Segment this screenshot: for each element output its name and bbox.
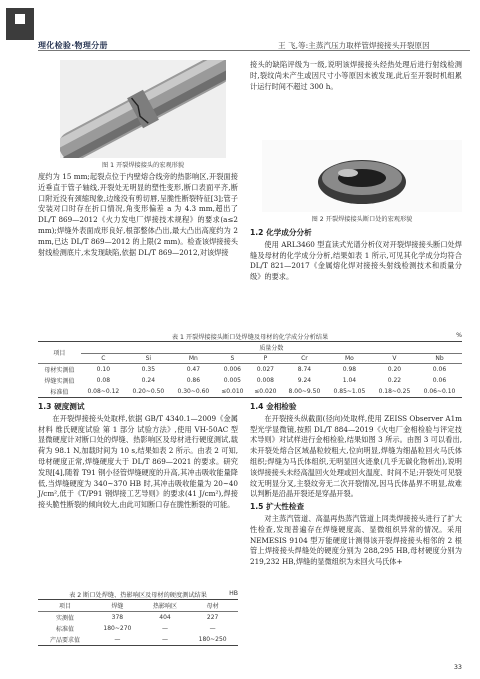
- table-cell: 0.86: [186, 377, 201, 384]
- figure-1-image: [60, 60, 226, 158]
- section-heading: 1.2 化学成分分析: [250, 228, 312, 237]
- table-cell: 0.008: [256, 377, 274, 384]
- column-header: 焊缝: [111, 603, 124, 610]
- table-cell: 180~250: [198, 636, 227, 643]
- table-cell: 0.06: [432, 377, 447, 384]
- table-row: [38, 623, 238, 634]
- journal-logo-icon: [6, 8, 34, 40]
- column-header: Nb: [435, 355, 444, 362]
- header-rule: [38, 50, 470, 51]
- table-1-caption: [38, 332, 462, 341]
- row-label: 标准值: [50, 389, 69, 396]
- table-row: [38, 375, 462, 386]
- table-2: [38, 590, 238, 646]
- table-1-grid: [38, 341, 462, 398]
- table-cell: 8.74: [297, 366, 312, 373]
- section-1-3: [38, 400, 238, 511]
- table-cell: 0.20: [387, 366, 402, 373]
- table-1-unit: %: [456, 332, 462, 339]
- row-label: 母材实测值: [44, 367, 75, 374]
- cracked-pipe-photo: [60, 60, 226, 158]
- table-cell: 0.08: [96, 377, 111, 384]
- table-cell: 0.18~0.25: [378, 388, 411, 395]
- column-header: C: [101, 355, 106, 362]
- fracture-surface-photo: [262, 140, 462, 212]
- paragraph: 度约为 15 mm;起裂点位于内壁熔合线旁的热影响区,开裂面接近垂直于管子轴线,开裂处无明显的塑性变形,断口表面平齐,断口附近没有颈缩现象,边缘没有剪切唇,呈脆性断裂特征[3];管子安装对口时存在折口情况,角变形偏差 a 为 4.3 mm,超出了 DL/T 869—2012《火力发电厂焊接技术规程》的要求(a≤2 mm);焊缝外表面成形良好,根部整体凸出,最大凸出高度约为 2 mm,已达 DL/T 869—2012 的上限(2 mm)。检查该焊接接头射线检测底片,未发现缺陷,依据 DL/T 869—2012,对该焊接: [38, 172, 238, 257]
- table-cell: 实测值: [56, 615, 75, 622]
- table-1-title: 表 1 开裂焊接接头断口处焊缝及母材的化学成分分析结果: [171, 334, 329, 341]
- right-column-top: [250, 60, 462, 92]
- right-column-bottom: [250, 400, 462, 568]
- page-number: 33: [453, 663, 462, 671]
- table-cell: 0.08~0.12: [87, 388, 120, 395]
- column-header: Mn: [188, 355, 198, 362]
- table-1-row-header: 项目: [53, 350, 66, 357]
- table-1-group-header: 质量分数: [81, 342, 462, 354]
- page-header: [0, 0, 480, 48]
- paragraph: 接头的缺陷评级为一级,说明该焊接接头经热处理后进行射线检测时,裂纹尚未产生或因尺寸小等原因未被发现,此后至开裂时机组累计运行时间不超过 300 h。: [250, 60, 462, 91]
- section-heading: 1.4 金相检验: [250, 402, 297, 411]
- table-2-title: 表 2 断口处焊缝、热影响区及母材的硬度测试结果: [69, 592, 207, 599]
- table-cell: ≤0.010: [221, 388, 244, 395]
- table-2-grid: [38, 599, 238, 646]
- journal-name: 理化检验·物理分册: [38, 41, 108, 50]
- table-cell: 0.10: [96, 366, 111, 373]
- table-cell: 378: [111, 614, 124, 621]
- table-2-unit: HB: [229, 590, 238, 597]
- table-cell: 0.47: [186, 366, 201, 373]
- section-heading: 1.5 扩大性检查: [250, 502, 305, 512]
- paragraph: 在开裂接头纵截面(径向)处取样,使用 ZEISS Observer A1m 型光学显微镜,按照 DL/T 884—2019《火电厂金相检验与评定技术导则》对试样进行金相检验,结果如图 3 所示。由图 3 可以看出,未开裂处熔合区域晶粒较粗大,位向明显,焊缝为细晶粒回火马氏体组织;焊缝为马氏体组织,无明显回火迹象(几乎无碳化物析出),说明该焊接接头未经高温回火处理或回火温度、时间不足;开裂处可见裂纹无明显分叉,主裂纹旁无二次开裂情况,因马氏体晶界不明显,故难以判断是沿晶开裂还是穿晶开裂。: [250, 413, 462, 499]
- figure-2-image: [262, 140, 462, 212]
- table-cell: ≤0.020: [254, 388, 277, 395]
- column-header: P: [263, 355, 268, 362]
- column-header: 热影响区: [152, 603, 177, 610]
- table-row: [38, 634, 238, 646]
- table-1: [38, 332, 462, 398]
- figure-1-caption: 图 1 开裂焊接接头的宏观形貌: [101, 162, 185, 169]
- table-cell: 标准值: [56, 626, 75, 633]
- row-label: 焊缝实测值: [44, 378, 75, 385]
- column-header: 母材: [206, 603, 219, 610]
- figure-2-caption: 图 2 开裂焊接接头断口处的宏观形貌: [311, 216, 413, 223]
- table-cell: 9.24: [297, 377, 312, 384]
- table-row: [38, 364, 462, 376]
- column-header: 项目: [59, 603, 72, 610]
- column-header: Si: [145, 355, 152, 362]
- table-cell: 0.35: [141, 366, 156, 373]
- table-cell: 180~270: [103, 625, 132, 632]
- table-cell: 产品要求值: [50, 637, 81, 644]
- paragraph: 在开裂焊接接头处取样,依据 GB/T 4340.1—2009《金属材料 维氏硬度试验 第 1 部分 试验方法》,使用 VH-50AC 型显微硬度计对断口处的焊缝、热影响区及母材进行硬度测试,载荷为 98.1 N,加载时间为 10 s,结果如表 2 所示。由表 2 可知,母材硬度正常,焊缝硬度大于 DL/T 869—2021 的要求。研究发现[4],随着 T91 钢小径管焊缝硬度的升高,其冲击吸收能量降低,当焊缝硬度为 340~370 HB 时,其冲击吸收能量为 20~40 J/cm²,低于《T/P91 钢焊接工艺导则》的要求(41 J/cm²),焊接接头脆性断裂的倾向较大,由此可知断口存在脆性断裂的可能。: [38, 413, 238, 510]
- paragraph: 使用 ARL3460 型直读式光谱分析仪对开裂焊接接头断口处焊缝及母材的化学成分分析,结果如表 1 所示,可见其化学成分均符合 DL/T 821—2017《金属熔化焊对接接头射线检测技术和质量分级》的要求。: [250, 239, 462, 282]
- table-cell: 0.30~0.60: [177, 388, 210, 395]
- table-cell: —: [114, 636, 121, 643]
- running-head: 王 飞,等:主蒸汽压力取样管焊接接头开裂原因: [278, 41, 430, 50]
- table-cell: 0.005: [223, 377, 241, 384]
- table-cell: 0.06~0.10: [423, 388, 456, 395]
- section-heading: 1.3 硬度测试: [38, 402, 85, 411]
- column-header: V: [392, 355, 397, 362]
- table-cell: —: [162, 636, 168, 643]
- table-cell: 0.20~0.50: [132, 388, 165, 395]
- table-cell: 0.027: [256, 366, 274, 373]
- table-row: [38, 612, 238, 624]
- section-1-2: [250, 226, 462, 283]
- table-cell: —: [162, 625, 168, 632]
- table-cell: 227: [206, 614, 219, 621]
- paragraph: 对主蒸汽管道、高温再热蒸汽管道上同类焊接接头进行了扩大性检查,发现普遍存在焊缝硬度高、显微组织异常的情况。采用 NEMESIS 9104 型万能硬度计测得该开裂焊接接头相邻的 2 根管上焊接接头焊缝处的硬度分别为 288,295 HB,母材硬度分别为 219,232 HB,焊缝的显微组织为未回火马氏体+: [250, 513, 462, 567]
- table-cell: 0.85~1.05: [333, 388, 366, 395]
- table-2-caption: [38, 590, 238, 599]
- column-header: Cr: [301, 355, 308, 362]
- table-cell: 0.006: [223, 366, 241, 373]
- table-cell: 0.06: [432, 366, 447, 373]
- table-cell: 404: [159, 614, 171, 621]
- table-cell: 8.00~9.50: [288, 388, 321, 395]
- column-header: S: [230, 355, 235, 362]
- table-cell: 0.98: [342, 366, 357, 373]
- table-cell: 1.04: [342, 377, 357, 384]
- table-row: [38, 386, 462, 398]
- table-cell: —: [209, 625, 216, 632]
- column-header: Mo: [345, 355, 354, 362]
- table-cell: 0.24: [141, 377, 156, 384]
- table-cell: 0.22: [387, 377, 402, 384]
- left-column-top: [38, 172, 238, 258]
